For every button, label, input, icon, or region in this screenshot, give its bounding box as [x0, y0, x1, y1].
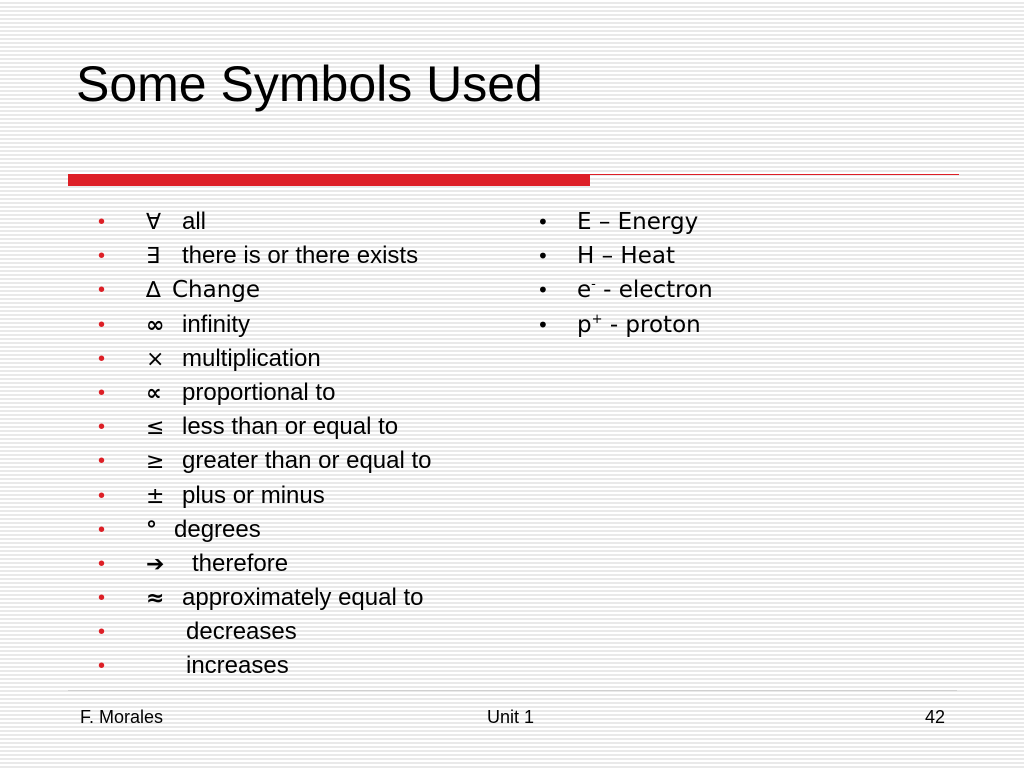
- item-text: all: [182, 208, 207, 235]
- item-text: H – Heat: [577, 243, 675, 270]
- list-item: [98, 444, 432, 478]
- bullet-icon: •: [98, 518, 106, 541]
- list-item: [537, 308, 713, 342]
- item-text: E – Energy: [577, 209, 699, 235]
- bullet-icon: •: [98, 347, 106, 370]
- bullet-icon: •: [98, 279, 106, 302]
- list-item: [98, 273, 432, 307]
- bullet-icon: •: [98, 587, 106, 610]
- symbol-glyph: ≤: [146, 415, 165, 441]
- symbol-glyph: ∀: [146, 210, 162, 235]
- item-superscript: +: [591, 311, 603, 327]
- item-base: e: [577, 277, 592, 304]
- list-item: [98, 308, 432, 342]
- list-item: [98, 410, 432, 444]
- bullet-icon: •: [98, 313, 106, 336]
- bullet-icon: •: [98, 381, 106, 404]
- bullet-icon: •: [98, 416, 106, 439]
- bullet-icon: •: [98, 621, 106, 644]
- title-underline-bar: [68, 174, 590, 186]
- arrow-right-icon: ➔: [146, 551, 165, 577]
- symbol-glyph: ≥: [146, 449, 165, 475]
- list-item: [98, 479, 432, 513]
- item-text: therefore: [192, 549, 289, 577]
- list-item: [98, 239, 432, 273]
- item-text: increases: [186, 652, 289, 680]
- symbol-glyph: ∆: [146, 278, 161, 304]
- item-text: - proton: [602, 311, 701, 338]
- bullet-icon: •: [537, 312, 549, 337]
- item-text: decreases: [186, 618, 297, 646]
- bullet-icon: •: [98, 484, 106, 507]
- item-text: proportional to: [182, 378, 336, 406]
- symbol-glyph: ∝: [146, 380, 162, 406]
- list-item: [537, 205, 713, 239]
- item-text: multiplication: [182, 344, 321, 372]
- symbol-glyph: °: [146, 517, 157, 543]
- page-number: 42: [925, 707, 946, 727]
- item-superscript: -: [591, 277, 596, 293]
- slide-title: Some Symbols Used: [76, 56, 543, 112]
- item-text: less than or equal to: [182, 413, 399, 441]
- bullet-icon: •: [98, 450, 106, 473]
- symbol-glyph: ×: [146, 346, 165, 372]
- list-item: [98, 581, 432, 615]
- footer-unit: Unit 1: [487, 707, 535, 727]
- bullet-icon: •: [537, 278, 549, 303]
- bullet-icon: •: [98, 552, 106, 575]
- symbol-glyph: ∞: [146, 312, 165, 338]
- symbol-glyph: ∃: [146, 244, 160, 270]
- bullet-icon: •: [98, 655, 106, 678]
- title-underline-thin: [590, 174, 959, 175]
- list-item: [98, 376, 432, 410]
- bullet-icon: •: [98, 211, 106, 233]
- bullet-icon: •: [537, 244, 549, 269]
- item-text: degrees: [174, 515, 261, 543]
- list-item: [98, 649, 432, 683]
- list-item: [98, 615, 432, 649]
- symbol-glyph: ≈: [146, 586, 165, 612]
- item-text: there is or there exists: [182, 242, 419, 270]
- list-item: [98, 513, 432, 547]
- footer-divider: [68, 690, 957, 691]
- list-item: [537, 273, 713, 307]
- variables-list: [537, 205, 713, 342]
- list-item: [98, 342, 432, 376]
- item-text: plus or minus: [182, 481, 325, 509]
- footer-author: F. Morales: [80, 707, 164, 727]
- item-text: Change: [172, 277, 261, 304]
- list-item: [537, 239, 713, 273]
- list-item: [98, 205, 432, 239]
- item-text: approximately equal to: [182, 584, 424, 612]
- list-item: [98, 547, 432, 581]
- bullet-icon: •: [537, 210, 549, 234]
- symbols-list: [98, 205, 432, 684]
- item-text: infinity: [182, 310, 251, 338]
- symbol-glyph: ±: [146, 483, 165, 509]
- item-text: greater than or equal to: [182, 447, 432, 475]
- bullet-icon: •: [98, 245, 106, 268]
- item-base: p: [577, 311, 592, 338]
- item-text: - electron: [595, 277, 713, 304]
